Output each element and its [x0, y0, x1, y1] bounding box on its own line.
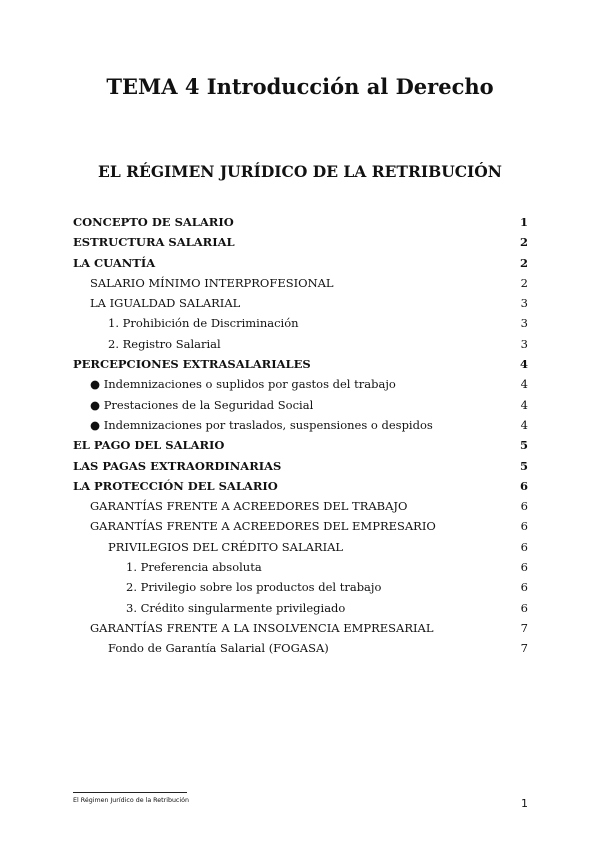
toc-entry-label[interactable]: 2. Registro Salarial: [108, 336, 221, 351]
toc-entry[interactable]: [73, 293, 528, 313]
toc-entry-label[interactable]: CONCEPTO DE SALARIO: [73, 215, 234, 229]
toc-entry-page: 6: [520, 519, 528, 534]
toc-entry-page: 4: [520, 397, 528, 412]
toc-entry[interactable]: [73, 354, 528, 374]
footer-divider: [73, 792, 187, 793]
toc-entry[interactable]: [73, 537, 528, 557]
toc-entry-label[interactable]: EL PAGO DEL SALARIO: [73, 438, 225, 453]
document-subtitle: EL RÉGIMEN JURÍDICO DE LA RETRIBUCIÓN: [98, 162, 502, 181]
toc-entry-page: 2: [519, 255, 528, 270]
toc-entry-label[interactable]: ESTRUCTURA SALARIAL: [73, 235, 235, 250]
toc-entry-page: 3: [520, 296, 528, 311]
toc-entry-page: 6: [520, 560, 528, 575]
toc-entry-label[interactable]: GARANTÍAS FRENTE A LA INSOLVENCIA EMPRESARIAL: [90, 620, 434, 635]
toc-entry-label[interactable]: GARANTÍAS FRENTE A ACREEDORES DEL TRABAJO: [90, 499, 408, 514]
toc-entry-label[interactable]: 1. Preferencia absoluta: [126, 560, 262, 575]
footer-text: El Régimen Jurídico de la Retribución: [73, 797, 189, 804]
toc-entry[interactable]: [73, 415, 528, 435]
toc-entry[interactable]: [73, 374, 528, 394]
toc-entry[interactable]: [73, 232, 528, 252]
toc-entry-label[interactable]: LA PROTECCIÓN DEL SALARIO: [73, 478, 278, 493]
toc-entry-label[interactable]: SALARIO MÍNIMO INTERPROFESIONAL: [90, 275, 334, 290]
toc-entry[interactable]: [73, 618, 528, 638]
toc-entry[interactable]: [73, 212, 528, 232]
page-number: 1: [521, 797, 528, 810]
toc-entry-page: 5: [519, 458, 528, 473]
toc-entry-page: 7: [520, 620, 528, 635]
toc-entry-label[interactable]: LAS PAGAS EXTRAORDINARIAS: [73, 458, 282, 473]
document-title: TEMA 4 Introducción al Derecho: [106, 74, 494, 99]
toc-entry-page: 3: [520, 316, 528, 331]
toc-entry[interactable]: [73, 516, 528, 536]
toc-entry-label[interactable]: LA CUANTÍA: [73, 255, 156, 270]
toc-entry[interactable]: [73, 334, 528, 354]
toc-entry[interactable]: [73, 435, 528, 455]
toc-entry-page: 6: [520, 580, 528, 595]
toc-entry[interactable]: [73, 598, 528, 618]
toc-entry-page: 5: [519, 438, 528, 453]
toc-entry-label[interactable]: Fondo de Garantía Salarial (FOGASA): [108, 641, 329, 656]
toc-entry[interactable]: [73, 557, 528, 577]
toc-entry-label[interactable]: 1. Prohibición de Discriminación: [108, 316, 299, 331]
toc-entry-label[interactable]: ● Prestaciones de la Seguridad Social: [90, 397, 314, 412]
toc-entry-label[interactable]: PRIVILEGIOS DEL CRÉDITO SALARIAL: [108, 539, 344, 554]
toc-entry-page: 6: [519, 478, 528, 493]
toc-entry[interactable]: [73, 638, 528, 658]
toc-entry[interactable]: [73, 395, 528, 415]
toc-entry-page: 6: [520, 600, 528, 615]
table-of-contents: [73, 212, 528, 659]
toc-entry-page: 3: [520, 336, 528, 351]
toc-entry-label[interactable]: GARANTÍAS FRENTE A ACREEDORES DEL EMPRESARIO: [90, 519, 436, 534]
toc-entry-page: 1: [519, 215, 528, 229]
toc-entry-page: 2: [520, 275, 528, 290]
toc-entry-page: 2: [519, 235, 528, 250]
toc-entry-page: 4: [520, 377, 528, 392]
toc-entry-page: 4: [520, 417, 528, 432]
toc-entry[interactable]: [73, 456, 528, 476]
toc-entry-page: 6: [520, 499, 528, 514]
toc-entry-label[interactable]: ● Indemnizaciones por traslados, suspensiones o despidos: [90, 417, 433, 432]
toc-entry-label[interactable]: LA IGUALDAD SALARIAL: [90, 296, 241, 311]
toc-entry-label[interactable]: 2. Privilegio sobre los productos del trabajo: [126, 580, 382, 595]
toc-entry[interactable]: [73, 577, 528, 597]
toc-entry-page: 4: [519, 357, 528, 372]
toc-entry-label[interactable]: 3. Crédito singularmente privilegiado: [126, 600, 346, 615]
toc-entry-label[interactable]: ● Indemnizaciones o suplidos por gastos del trabajo: [90, 377, 396, 392]
toc-entry-page: 7: [520, 641, 528, 656]
toc-entry[interactable]: [73, 476, 528, 496]
toc-entry[interactable]: [73, 273, 528, 293]
toc-entry-page: 6: [520, 539, 528, 554]
toc-entry-label[interactable]: PERCEPCIONES EXTRASALARIALES: [73, 357, 311, 372]
toc-entry[interactable]: [73, 496, 528, 516]
toc-entry[interactable]: [73, 313, 528, 333]
toc-entry[interactable]: [73, 253, 528, 273]
